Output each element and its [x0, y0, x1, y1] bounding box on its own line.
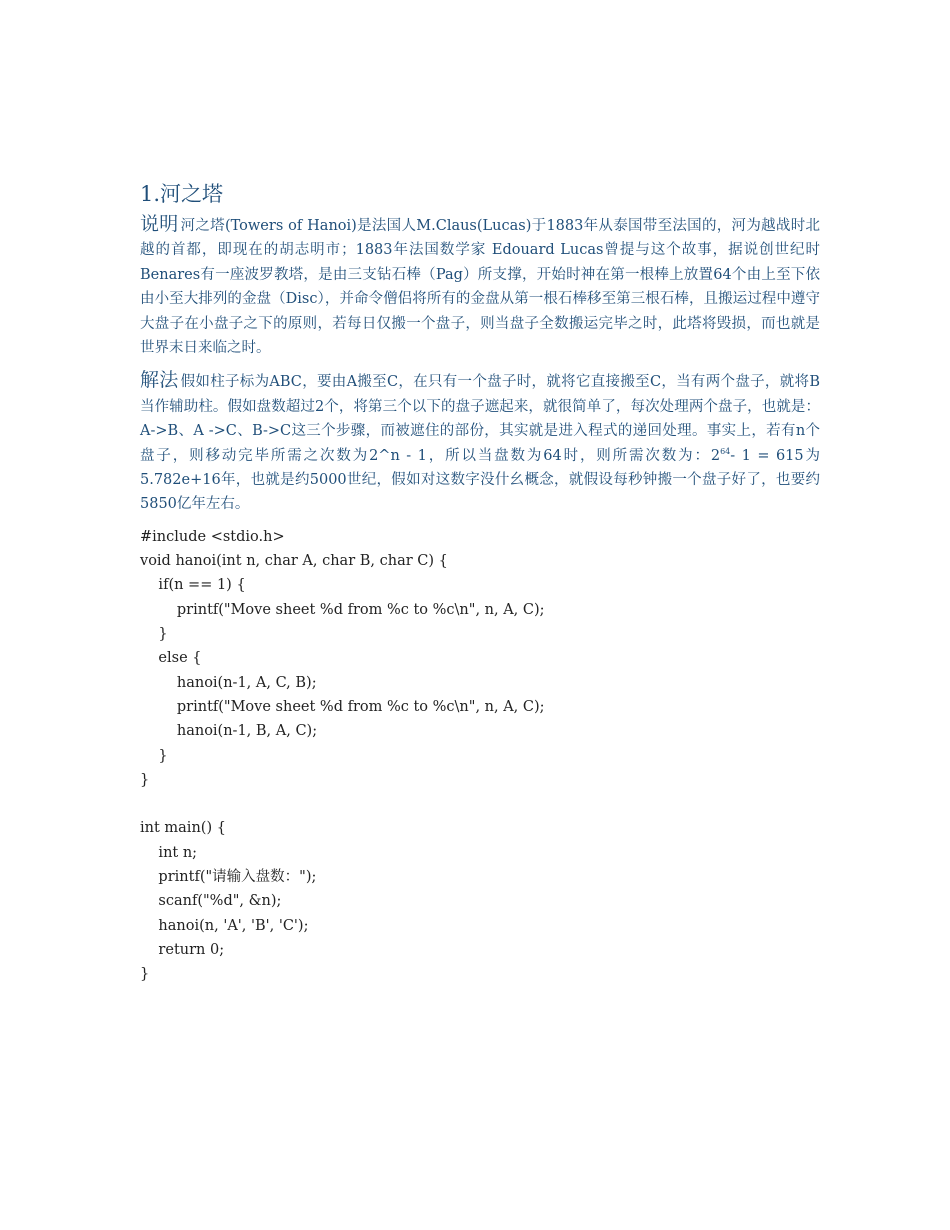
code-line: scanf("%d", &n);: [140, 893, 282, 910]
code-block: [140, 525, 820, 987]
solution-lead: 解法: [140, 369, 179, 392]
code-line: }: [140, 747, 168, 764]
code-line: printf("请输入盘数：");: [140, 869, 317, 886]
code-line: if(n == 1) {: [140, 577, 246, 594]
code-line: [140, 792, 820, 816]
code-line: hanoi(n-1, A, C, B);: [140, 674, 317, 691]
code-line: }: [140, 771, 150, 788]
code-line: printf("Move sheet %d from %c to %c\n", n, A, C);: [140, 601, 545, 618]
description-lead: 说明: [140, 213, 179, 235]
section-heading: 1.河之塔: [140, 182, 224, 206]
code-line: void hanoi(int n, char A, char B, char C) {: [140, 553, 448, 570]
solution-exponent: 64: [720, 446, 731, 456]
code-line: #include <stdio.h>: [140, 528, 285, 545]
code-line: }: [140, 966, 150, 983]
description-text: 河之塔(Towers of Hanoi)是法国人M.Claus(Lucas)于1883年从泰国带至法国的，河为越战时北越的首都，即现在的胡志明市；1883年法国数学家 Edouard Lucas曾提与这个故事，据说创世纪时Benares有一座波罗教塔，是由三支钻石棒（Pag）所支撑，开始时神在第一根棒上放置64个由上至下依由小至大排列的金盘（Disc），并命令僧侣将所有的金盘从第一根石棒移至第三根石棒，且搬运过程中遵守大盘子在小盘子之下的原则，若每日仅搬一个盘子，则当盘子全数搬运完毕之时，此塔将毁损，而也就是世界末日来临之时。: [140, 218, 820, 357]
code-line: }: [140, 626, 168, 643]
solution-text-before: 假如柱子标为ABC，要由A搬至C，在只有一个盘子时，就将它直接搬至C，当有两个盘子，就将B当作辅助柱。假如盘数超过2个，将第三个以下的盘子遮起来，就很简单了，每次处理两个盘子，也就是：A->B、A ->C、B->C这三个步骤，而被遮住的部份，其实就是进入程式的递回处理。事实上，若有n个盘子，则移动完毕所需之次数为2^n - 1，所以当盘数为64时，则所需次数为：2: [140, 374, 820, 464]
code-line: printf("Move sheet %d from %c to %c\n", n, A, C);: [140, 698, 545, 715]
document-page: [140, 180, 820, 987]
code-line: int main() {: [140, 820, 226, 837]
code-line: else {: [140, 650, 202, 667]
code-line: hanoi(n, 'A', 'B', 'C');: [140, 917, 309, 934]
code-line: return 0;: [140, 941, 225, 958]
description-paragraph: [140, 212, 820, 360]
code-line: int n;: [140, 844, 198, 861]
code-line: hanoi(n-1, B, A, C);: [140, 723, 318, 740]
solution-text-after: - 1 = 615为5.782e+16年，也就是约5000世纪，假如对这数字没什幺概念，就假设每秒钟搬一个盘子好了，也要约5850亿年左右。: [140, 447, 820, 513]
solution-paragraph: [140, 368, 820, 516]
